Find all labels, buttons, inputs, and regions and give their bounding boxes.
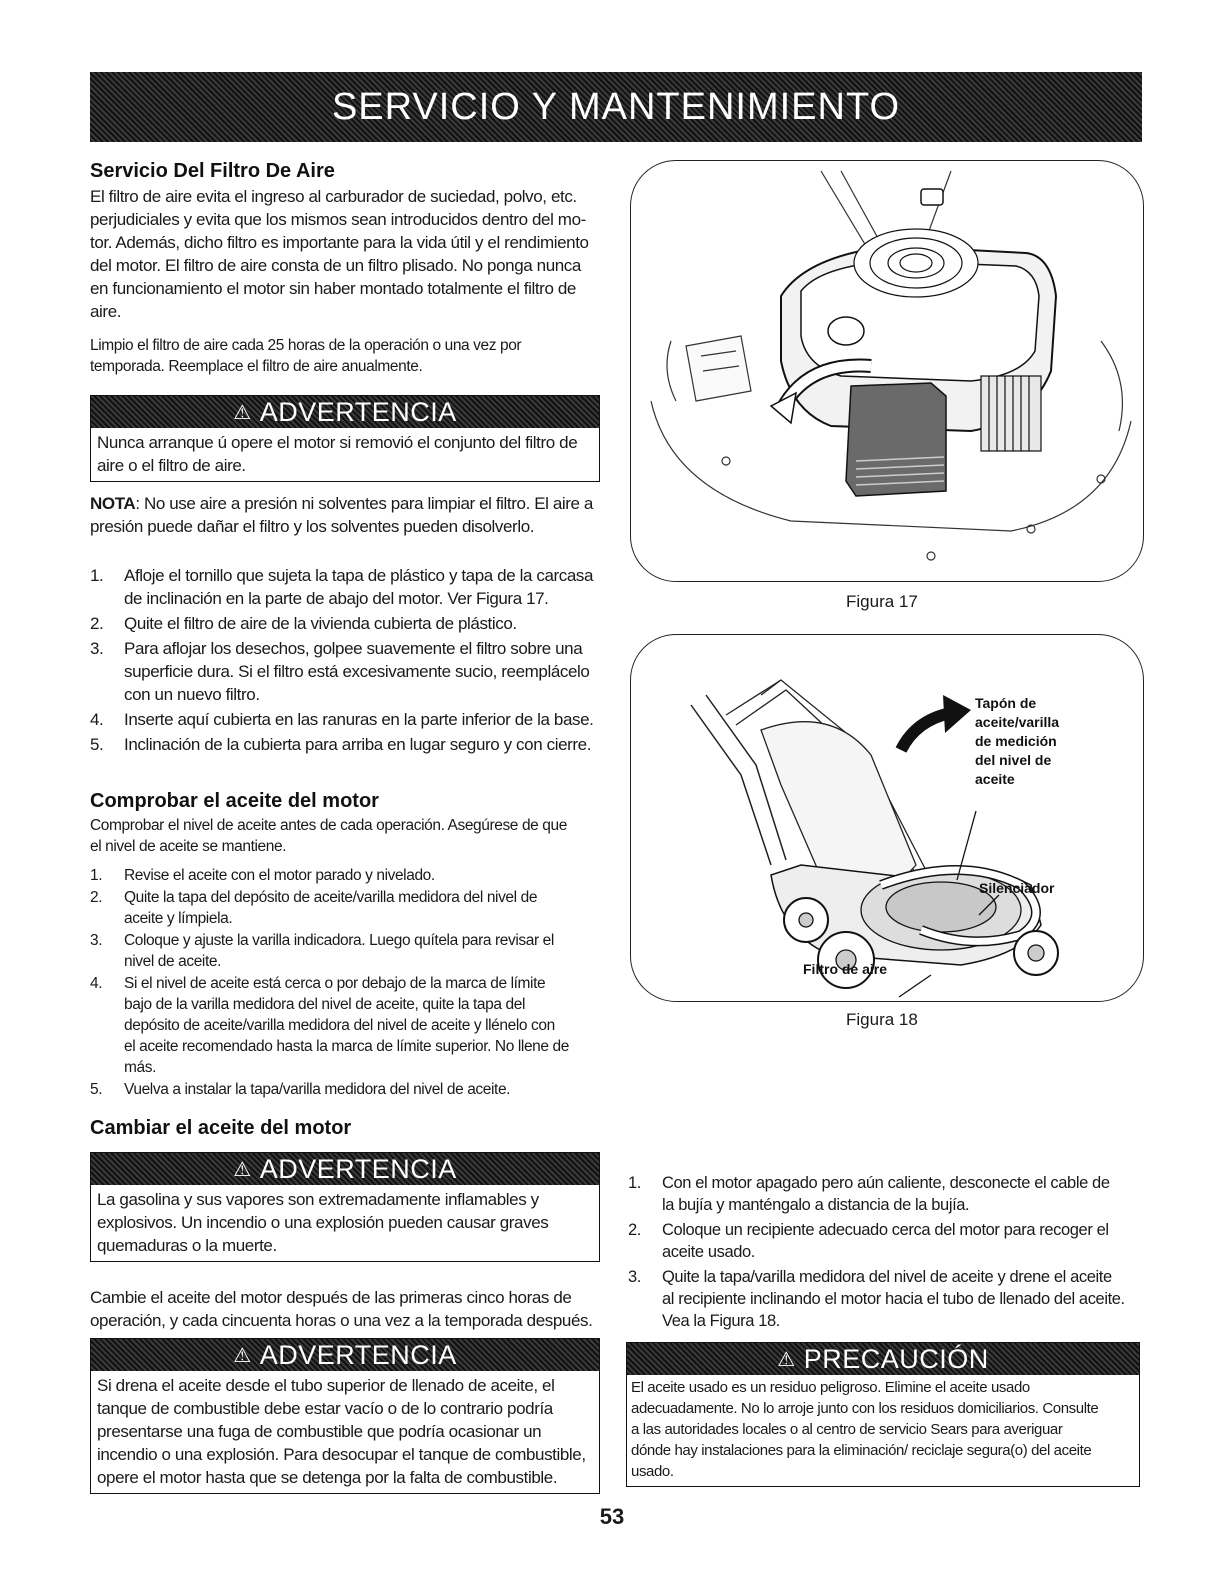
text-line: perjudiciales y evita que los mismos sean introducidos dentro del mo- — [90, 210, 586, 229]
step-number: 4. — [90, 975, 103, 992]
caution-header — [627, 1343, 1139, 1375]
change-oil-heading: Cambiar el aceite del motor — [90, 1117, 352, 1139]
warning-header — [91, 1153, 599, 1185]
text-line: dónde hay instalaciones para la eliminación/ reciclaje segura(o) del aceite — [631, 1442, 1092, 1459]
step-number: 2. — [90, 889, 103, 906]
air-filter-interval-paragraph — [90, 335, 610, 377]
text-line: en funcionamiento el motor sin haber montado totalmente el filtro de — [90, 279, 576, 298]
text-line: el aceite recomendado hasta la marca de límite superior. No llene de — [124, 1038, 569, 1055]
text-line: del motor. El filtro de aire consta de un filtro plisado. No ponga nunca — [90, 256, 581, 275]
list-item — [90, 1079, 610, 1100]
label-air-filter: Filtro de aire — [803, 961, 888, 977]
text-line: aire o el filtro de aire. — [97, 456, 246, 475]
text-line: con un nuevo filtro. — [124, 685, 260, 704]
page-number: 53 — [599, 1504, 625, 1529]
step-number: 1. — [90, 867, 103, 884]
text-line: Tapón de — [975, 695, 1037, 711]
check-oil-steps — [90, 865, 610, 1100]
text-line: adecuadamente. No lo arroje junto con los residuos domiciliarios. Consulte — [631, 1400, 1099, 1417]
note-text: : No use aire a presión ni solventes para limpiar el filtro. El aire a — [135, 494, 593, 513]
text-line: presentarse una fuga de combustible que podría ocasionar un — [97, 1422, 542, 1441]
warning-triangle-icon: ⚠ — [233, 401, 252, 424]
text-line: superficie dura. Si el filtro está excesivamente sucio, reemplácelo — [124, 662, 590, 681]
text-line: El filtro de aire evita el ingreso al carburador de suciedad, polvo, etc. — [90, 187, 577, 206]
warning-triangle-icon: ⚠ — [777, 1348, 796, 1371]
label-oil-cap-dipstick — [975, 694, 1059, 789]
list-item — [90, 733, 610, 756]
text-line: El aceite usado es un residuo peligroso. Elimine el aceite usado — [631, 1379, 1030, 1396]
text-line: Coloque un recipiente adecuado cerca del motor para recoger el — [662, 1221, 1109, 1239]
warning-box-gasoline — [90, 1152, 600, 1262]
text-line: explosivos. Un incendio o una explosión pueden causar graves — [97, 1213, 549, 1232]
text-line: Inclinación de la cubierta para arriba en lugar seguro y con cierre. — [124, 735, 592, 754]
text-line: Nunca arranque ú opere el motor si removió el conjunto del filtro de — [97, 433, 578, 452]
text-line: Para aflojar los desechos, golpee suavemente el filtro sobre una — [124, 639, 583, 658]
text-line: del nivel de — [975, 752, 1052, 768]
step-number: 1. — [90, 566, 104, 585]
text-line: usado. — [631, 1463, 674, 1480]
text-line: la bujía y manténgalo a distancia de la bujía. — [662, 1196, 970, 1214]
text-line: Vea la Figura 18. — [662, 1312, 780, 1330]
warning-body — [91, 1185, 599, 1261]
check-oil-intro — [90, 815, 610, 857]
text-line: Quite la tapa/varilla medidora del nivel de aceite y drene el aceite — [662, 1268, 1112, 1286]
text-line: Vuelva a instalar la tapa/varilla medidora del nivel de aceite. — [124, 1081, 511, 1098]
warning-box-air-filter — [90, 395, 600, 482]
text-line: Con el motor apagado pero aún caliente, desconecte el cable de — [662, 1174, 1110, 1192]
list-item — [90, 612, 610, 635]
text-line: operación, y cada cincuenta horas o una vez a la temporada después. — [90, 1311, 593, 1330]
figure-18-caption: Figura 18 — [846, 1010, 918, 1029]
air-filter-steps — [90, 564, 610, 756]
label-muffler: Silenciador — [979, 880, 1055, 896]
text-line: al recipiente inclinando el motor hacia el tubo de llenado del aceite. — [662, 1290, 1125, 1308]
warning-body — [91, 1371, 599, 1493]
text-line: temporada. Reemplace el filtro de aire anualmente. — [90, 358, 423, 375]
text-line: La gasolina y sus vapores son extremadamente inflamables y — [97, 1190, 539, 1209]
step-number: 4. — [90, 710, 104, 729]
text-line: aceite — [975, 771, 1015, 787]
page-title: SERVICIO Y MANTENIMIENTO — [331, 85, 901, 128]
text-line: tanque de combustible debe estar vacío o de lo contrario podría — [97, 1399, 553, 1418]
text-line: presión puede dañar el filtro y los solventes pueden disolverlo. — [90, 517, 535, 536]
list-item — [90, 865, 610, 886]
figure-17-box — [630, 160, 1144, 582]
figure-17-caption: Figura 17 — [846, 592, 918, 611]
warning-header — [91, 396, 599, 428]
text-line: a las autoridades locales o al centro de servicio Sears para averiguar — [631, 1421, 1063, 1438]
warning-header — [91, 1339, 599, 1371]
caution-body — [627, 1375, 1139, 1486]
caution-box-used-oil — [626, 1342, 1140, 1487]
text-line — [90, 492, 610, 515]
figure-18-box — [630, 634, 1144, 1002]
list-item — [90, 887, 610, 929]
step-number: 3. — [628, 1268, 641, 1286]
text-line: más. — [124, 1059, 156, 1076]
warning-title: ADVERTENCIA — [259, 396, 457, 427]
list-item — [90, 973, 610, 1078]
text-line: aceite/varilla — [975, 714, 1060, 730]
air-filter-heading: Servicio Del Filtro De Aire — [90, 160, 335, 182]
list-item — [90, 708, 610, 731]
warning-triangle-icon: ⚠ — [233, 1344, 252, 1367]
note-paragraph — [90, 492, 610, 538]
list-item — [628, 1266, 1140, 1332]
page-title-banner — [90, 72, 1142, 142]
text-line: Revise el aceite con el motor parado y nivelado. — [124, 867, 435, 884]
text-line: Cambie el aceite del motor después de las primeras cinco horas de — [90, 1288, 572, 1307]
text-line: aceite y límpiela. — [124, 910, 233, 927]
text-line: Quite la tapa del depósito de aceite/varilla medidora del nivel de — [124, 889, 538, 906]
text-line: Afloje el tornillo que sujeta la tapa de plástico y tapa de la carcasa — [124, 566, 594, 585]
engine-air-filter-illustration — [631, 161, 1143, 581]
text-line: opere el motor hasta que se detenga por la falta de combustible. — [97, 1468, 558, 1487]
text-line: Limpio el filtro de aire cada 25 horas de la operación o una vez por — [90, 337, 522, 354]
warning-box-drain — [90, 1338, 600, 1494]
text-line: de medición — [975, 733, 1057, 749]
warning-body — [91, 428, 599, 481]
list-item — [90, 930, 610, 972]
text-line: Comprobar el nivel de aceite antes de cada operación. Asegúrese de que — [90, 817, 567, 834]
caution-title: PRECAUCIÓN — [803, 1343, 989, 1374]
text-line: Inserte aquí cubierta en las ranuras en la parte inferior de la base. — [124, 710, 594, 729]
text-line: aceite usado. — [662, 1243, 755, 1261]
mower-oil-cap-illustration — [631, 635, 1143, 1001]
text-line: depósito de aceite/varilla medidora del nivel de aceite y llénelo con — [124, 1017, 555, 1034]
warning-triangle-icon: ⚠ — [233, 1158, 252, 1181]
text-line: Si drena el aceite desde el tubo superior de llenado de aceite, el — [97, 1376, 555, 1395]
list-item — [90, 637, 610, 706]
text-line: quemaduras o la muerte. — [97, 1236, 277, 1255]
text-line: de inclinación en la parte de abajo del motor. Ver Figura 17. — [124, 589, 549, 608]
note-label: NOTA — [90, 494, 136, 513]
step-number: 1. — [628, 1174, 641, 1192]
text-line: incendio o una explosión. Para desocupar el tanque de combustible, — [97, 1445, 586, 1464]
list-item — [628, 1172, 1140, 1216]
text-line: tor. Además, dicho filtro es importante para la vida útil y el rendimiento — [90, 233, 589, 252]
list-item — [628, 1219, 1140, 1263]
list-item — [90, 564, 610, 610]
change-oil-paragraph — [90, 1286, 610, 1332]
step-number: 3. — [90, 639, 104, 658]
step-number: 5. — [90, 735, 104, 754]
text-line: bajo de la varilla medidora del nivel de aceite, quite la tapa del — [124, 996, 525, 1013]
step-number: 2. — [90, 614, 104, 633]
change-oil-steps — [628, 1172, 1140, 1332]
text-line: Coloque y ajuste la varilla indicadora. Luego quítela para revisar el — [124, 932, 554, 949]
text-line: Quite el filtro de aire de la vivienda cubierta de plástico. — [124, 614, 517, 633]
step-number: 3. — [90, 932, 103, 949]
warning-title: ADVERTENCIA — [259, 1153, 457, 1184]
step-number: 5. — [90, 1081, 103, 1098]
text-line: aire. — [90, 302, 122, 321]
text-line: Si el nivel de aceite está cerca o por debajo de la marca de límite — [124, 975, 546, 992]
check-oil-heading: Comprobar el aceite del motor — [90, 790, 379, 812]
step-number: 2. — [628, 1221, 641, 1239]
air-filter-paragraph — [90, 185, 610, 323]
text-line: el nivel de aceite se mantiene. — [90, 838, 287, 855]
warning-title: ADVERTENCIA — [259, 1339, 457, 1370]
text-line: nivel de aceite. — [124, 953, 221, 970]
